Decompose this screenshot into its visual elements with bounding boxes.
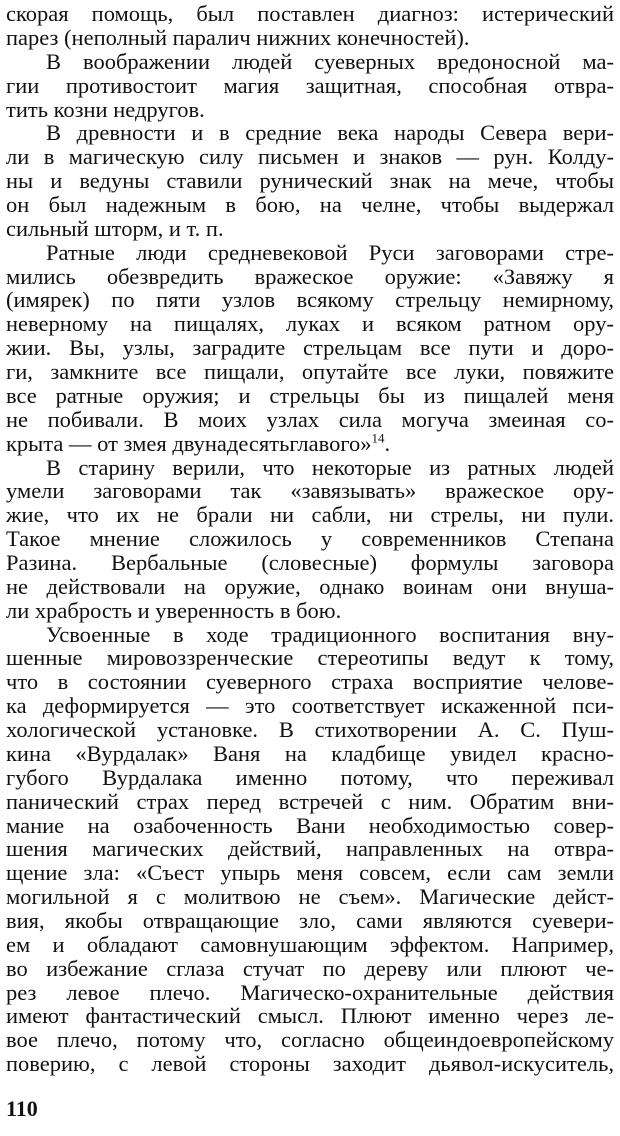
line-end-punctuation: . bbox=[384, 430, 391, 456]
text-line: рез левое плечо. Магическо-охранительные действия bbox=[6, 979, 614, 1005]
text-line: не действовали на оружие, однако воинам они внуша- bbox=[6, 573, 614, 599]
footnote-reference: 14 bbox=[371, 430, 385, 446]
page-number: 110 bbox=[6, 1096, 38, 1121]
text-line: шения магических действий, направленных на отвра- bbox=[6, 836, 614, 862]
text-line: умели заговорами так «завязывать» вражеское ору- bbox=[6, 478, 614, 504]
text-line: имеют фантастический смысл. Плюют именно через ле- bbox=[6, 1003, 614, 1029]
text-line: мились обезвредить вражеское оружие: «Завяжу я bbox=[6, 263, 614, 289]
text-line: мание на озабоченность Вани необходимостью совер- bbox=[6, 812, 614, 838]
text-line: Ратные люди средневековой Руси заговорами стре- bbox=[46, 239, 614, 265]
text-line: жии. Вы, узлы, заградите стрельцам все пути и доро- bbox=[6, 335, 614, 361]
text-line: тить козни недругов. bbox=[6, 96, 205, 122]
text-line: скорая помощь, был поставлен диагноз: истерический bbox=[6, 1, 614, 26]
text-line: сильный шторм, и т. п. bbox=[6, 215, 224, 241]
text-line: панический страх перед встречей с ним. Обратим вни- bbox=[6, 788, 614, 814]
text-line: парез (неполный паралич нижних конечностей). bbox=[6, 24, 470, 50]
text-line: Такое мнение сложилось у современников Степана bbox=[6, 526, 614, 552]
line-text: крыта — от змея двунадесятьглавого» bbox=[6, 430, 372, 456]
text-line: жие, что их не брали ни сабли, ни стрелы, ни пули. bbox=[6, 502, 614, 528]
text-line: кина «Вурдалак» Ваня на кладбище увидел красно- bbox=[6, 740, 614, 766]
text-line: В воображении людей суеверных вредоносной ма- bbox=[46, 48, 614, 74]
text-line: вое плечо, потому что, согласно общеиндоевропейскому bbox=[6, 1027, 614, 1053]
text-line: он был надежным в бою, на челне, чтобы выдержал bbox=[6, 191, 614, 217]
text-line: ка деформируется — это соответствует искаженной пси- bbox=[6, 693, 614, 719]
book-page bbox=[6, 0, 614, 1136]
text-line: могильной я с молитвою не съем». Магические дейст- bbox=[6, 884, 614, 910]
text-line: ли в магическую силу письмен и знаков — рун. Колду- bbox=[6, 144, 614, 170]
text-line: В старину верили, что некоторые из ратных людей bbox=[46, 454, 614, 480]
text-line: во избежание сглаза стучат по дереву или плюют че- bbox=[6, 955, 614, 981]
text-line: не побивали. В моих узлах сила могуча змеиная со- bbox=[6, 406, 614, 432]
text-line: гии противостоит магия защитная, способная отвра- bbox=[6, 72, 614, 98]
text-line: (имярек) по пяти узлов всякому стрельцу немирному, bbox=[6, 287, 614, 313]
text-line: ем и обладают самовнушающим эффектом. Например, bbox=[6, 931, 614, 957]
text-line: что в состоянии суеверного страха восприятие челове- bbox=[6, 669, 614, 695]
text-line: В древности и в средние века народы Севера вери- bbox=[46, 120, 614, 146]
text-line: Усвоенные в ходе традиционного воспитания вну- bbox=[46, 621, 614, 647]
text-line: поверию, с левой стороны заходит дьявол-искуситель, bbox=[6, 1051, 614, 1077]
text-line: все ратные оружия; и стрельцы бы из пищалей меня bbox=[6, 382, 614, 408]
text-line: ны и ведуны ставили рунический знак на мече, чтобы bbox=[6, 168, 614, 194]
text-line: хологической установке. В стихотворении А. С. Пуш- bbox=[6, 717, 614, 742]
text-line bbox=[6, 432, 614, 456]
text-line: ли храбрость и уверенность в бою. bbox=[6, 597, 342, 623]
text-line: неверному на пищалях, луках и всяком ратном ору- bbox=[6, 311, 614, 337]
text-line: щение зла: «Съест упырь меня совсем, если сам земли bbox=[6, 860, 614, 886]
text-line: губого Вурдалака именно потому, что переживал bbox=[6, 764, 614, 790]
text-line: ги, замкните все пищали, опутайте все луки, повяжите bbox=[6, 359, 614, 384]
text-line: шенные мировоззренческие стереотипы ведут к тому, bbox=[6, 645, 614, 671]
text-line: Разина. Вербальные (словесные) формулы заговора bbox=[6, 549, 614, 575]
text-line: вия, якобы отвращающие зло, сами являются суевери- bbox=[6, 907, 614, 933]
